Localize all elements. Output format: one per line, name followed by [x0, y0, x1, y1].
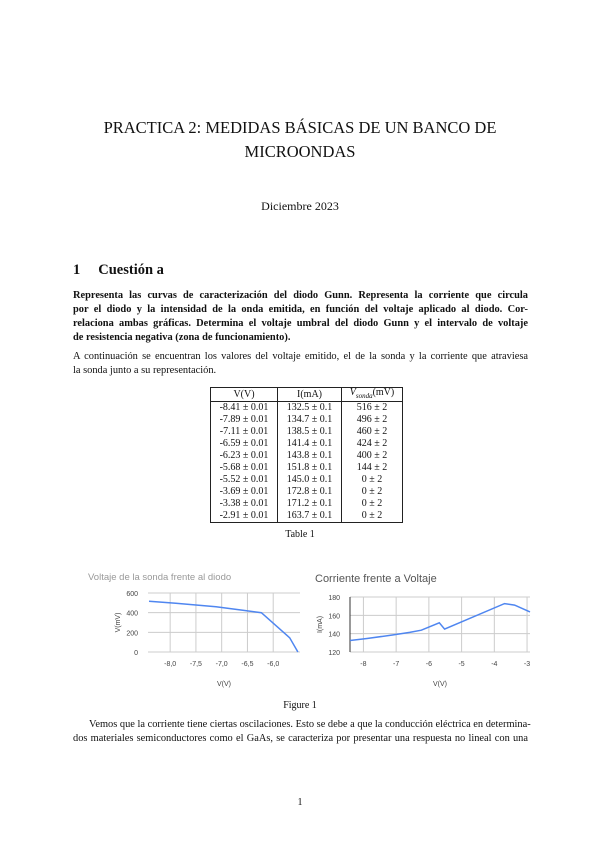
data-table: [210, 387, 403, 523]
table-cell: 143.8 ± 0.1: [278, 450, 342, 462]
x-tick-label: -7,0: [215, 661, 228, 668]
table-row: [211, 486, 403, 498]
table-cell: -8.41 ± 0.01: [211, 402, 278, 415]
x-axis-label: V(V): [433, 681, 447, 688]
x-tick-label: -3: [523, 661, 531, 668]
x-tick-label: -7: [393, 661, 400, 668]
x-tick-label: -5: [458, 661, 465, 668]
title-line-1: PRACTICA 2: MEDIDAS BÁSICAS DE UN BANCO DE: [103, 118, 497, 137]
table-caption: Table 1: [285, 529, 315, 540]
table-cell: -2.91 ± 0.01: [211, 510, 278, 523]
y-tick-label: 200: [126, 630, 138, 638]
table-cell: -5.52 ± 0.01: [211, 474, 278, 486]
table-cell: 424 ± 2: [342, 438, 403, 450]
y-tick-label: 400: [126, 610, 138, 618]
table-cell: 145.0 ± 0.1: [278, 474, 342, 486]
table-cell: 0 ± 2: [342, 498, 403, 510]
table-row: [211, 426, 403, 438]
table-row: [211, 498, 403, 510]
table-cell: -5.68 ± 0.01: [211, 462, 278, 474]
section-number: 1: [73, 262, 81, 278]
y-tick-label: 140: [328, 631, 340, 639]
y-tick-label: 160: [328, 613, 340, 621]
header-main: V: [349, 387, 356, 398]
table-cell: 132.5 ± 0.1: [278, 402, 342, 415]
table-cell: -6.23 ± 0.01: [211, 450, 278, 462]
table-cell: 172.8 ± 0.1: [278, 486, 342, 498]
table-row: [211, 414, 403, 426]
y-tick-label: 120: [328, 650, 340, 657]
data-series-line: [149, 601, 298, 652]
table-cell: -7.11 ± 0.01: [211, 426, 278, 438]
y-tick-label: 600: [126, 591, 138, 598]
table-cell: 0 ± 2: [342, 510, 403, 523]
table-cell: 141.4 ± 0.1: [278, 438, 342, 450]
table-row: [211, 510, 403, 523]
section-heading: [73, 262, 164, 279]
table-cell: -7.89 ± 0.01: [211, 414, 278, 426]
body-line: Vemos que la corriente tiene ciertas oscilaciones. Esto se debe a que la conducción eléctrica en determina-: [89, 719, 531, 730]
document-date: Diciembre 2023: [261, 199, 339, 213]
chart-current-voltage: [315, 573, 530, 688]
table-cell: 460 ± 2: [342, 426, 403, 438]
table-cell: 151.8 ± 0.1: [278, 462, 342, 474]
x-tick-label: -6,0: [267, 661, 280, 668]
body-line: dos materiales semiconductores como el GaAs, se caracteriza por presentar una respuesta no lineal con una: [73, 733, 528, 744]
table-cell: 400 ± 2: [342, 450, 403, 462]
table-cell: 171.2 ± 0.1: [278, 498, 342, 510]
x-tick-label: -7,5: [189, 661, 202, 668]
table-cell: 134.7 ± 0.1: [278, 414, 342, 426]
figure-caption: Figure 1: [283, 700, 317, 711]
table-row: [211, 450, 403, 462]
question-line: por el diodo y la intensidad de la onda emitida, en función del voltaje aplicado al diodo. Cor-: [73, 304, 528, 315]
table-cell: 163.7 ± 0.1: [278, 510, 342, 523]
header-unit: (mV): [372, 387, 395, 398]
y-axis-label: I(mA): [317, 615, 324, 634]
table-cell: 0 ± 2: [342, 486, 403, 498]
header-sub: sonda: [355, 392, 373, 400]
table-cell: -3.69 ± 0.01: [211, 486, 278, 498]
y-axis-label: V(mV): [115, 612, 122, 633]
question-line: Representa las curvas de caracterización del diodo Gunn. Representa la corriente que circula: [73, 290, 528, 301]
chart-title: Corriente frente a Voltaje: [315, 573, 437, 585]
x-axis-label: V(V): [217, 681, 231, 688]
x-tick-label: -6,5: [241, 661, 254, 668]
x-tick-label: -8: [360, 661, 367, 668]
table-cell: 516 ± 2: [342, 402, 403, 415]
intro-line: A continuación se encuentran los valores del voltaje emitido, el de la sonda y la corriente que atraviesa: [73, 351, 528, 362]
table-cell: 138.5 ± 0.1: [278, 426, 342, 438]
table-cell: -3.38 ± 0.01: [211, 498, 278, 510]
table-cell: -6.59 ± 0.01: [211, 438, 278, 450]
intro-line: la sonda junto a su representación.: [73, 365, 217, 376]
chart-probe-voltage: [88, 572, 300, 688]
title-line-2: MICROONDAS: [244, 142, 356, 161]
col-header-probe-voltage: [342, 388, 403, 402]
table-cell: 144 ± 2: [342, 462, 403, 474]
table-cell: 496 ± 2: [342, 414, 403, 426]
col-header-current: I(mA): [278, 388, 342, 402]
y-tick-label: 180: [328, 595, 340, 602]
table-row: [211, 438, 403, 450]
chart-title: Voltaje de la sonda frente al diodo: [88, 572, 232, 583]
question-line: de resistencia negativa (zona de funcionamiento).: [73, 332, 291, 343]
x-tick-label: -8,0: [164, 661, 177, 668]
table-cell: 0 ± 2: [342, 474, 403, 486]
x-tick-label: -6: [425, 661, 432, 668]
col-header-voltage: V(V): [211, 388, 278, 402]
y-tick-label: 0: [134, 650, 138, 657]
figure-charts: [0, 560, 600, 700]
section-title: Cuestión a: [98, 262, 164, 278]
table-row: [211, 402, 403, 415]
page-number: 1: [297, 797, 303, 808]
x-tick-label: -4: [491, 661, 498, 668]
table-row: [211, 474, 403, 486]
table-row: [211, 462, 403, 474]
question-line: relaciona ambas gráficas. Determina el voltaje umbral del diodo Gunn y el intervalo de voltaje: [73, 318, 528, 329]
data-series-line: [350, 604, 530, 641]
